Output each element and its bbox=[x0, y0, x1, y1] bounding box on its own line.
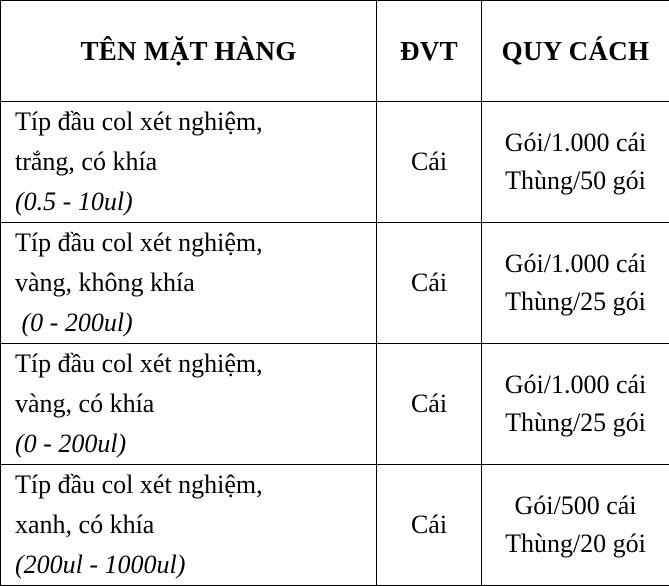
spec-line: Thùng/25 gói bbox=[482, 283, 669, 321]
spec-line: Gói/1.000 cái bbox=[482, 245, 669, 283]
header-product-name: TÊN MẶT HÀNG bbox=[1, 1, 377, 102]
product-range: (0 - 200ul) bbox=[15, 424, 370, 464]
spec-cell bbox=[482, 465, 669, 586]
table-row bbox=[1, 344, 669, 465]
table-row bbox=[1, 223, 669, 344]
product-name-line: Típ đầu col xét nghiệm, bbox=[15, 465, 370, 505]
unit-cell: Cái bbox=[377, 465, 482, 586]
product-name-line: vàng, không khía bbox=[15, 263, 370, 303]
spec-line: Gói/1.000 cái bbox=[482, 124, 669, 162]
spec-cell bbox=[482, 223, 669, 344]
product-name-line: Típ đầu col xét nghiệm, bbox=[15, 102, 370, 142]
product-name-cell bbox=[1, 344, 377, 465]
spec-line: Thùng/50 gói bbox=[482, 162, 669, 200]
product-name-cell bbox=[1, 465, 377, 586]
table-row bbox=[1, 102, 669, 223]
spec-line: Thùng/25 gói bbox=[482, 404, 669, 442]
header-specification: QUY CÁCH bbox=[482, 1, 669, 102]
product-name-line: Típ đầu col xét nghiệm, bbox=[15, 223, 370, 263]
header-row bbox=[1, 1, 669, 102]
product-range: (0 - 200ul) bbox=[15, 303, 370, 343]
spec-cell bbox=[482, 344, 669, 465]
product-range: (200ul - 1000ul) bbox=[15, 545, 370, 585]
product-name-line: Típ đầu col xét nghiệm, bbox=[15, 344, 370, 384]
table-row bbox=[1, 465, 669, 586]
unit-cell: Cái bbox=[377, 223, 482, 344]
product-name-line: trắng, có khía bbox=[15, 142, 370, 182]
spec-cell bbox=[482, 102, 669, 223]
unit-cell: Cái bbox=[377, 344, 482, 465]
header-unit: ĐVT bbox=[377, 1, 482, 102]
unit-cell: Cái bbox=[377, 102, 482, 223]
product-name-line: xanh, có khía bbox=[15, 505, 370, 545]
spec-line: Gói/1.000 cái bbox=[482, 366, 669, 404]
product-range: (0.5 - 10ul) bbox=[15, 182, 370, 222]
product-name-cell bbox=[1, 102, 377, 223]
spec-line: Gói/500 cái bbox=[482, 487, 669, 525]
product-name-line: vàng, có khía bbox=[15, 384, 370, 424]
product-name-cell bbox=[1, 223, 377, 344]
spec-line: Thùng/20 gói bbox=[482, 525, 669, 563]
